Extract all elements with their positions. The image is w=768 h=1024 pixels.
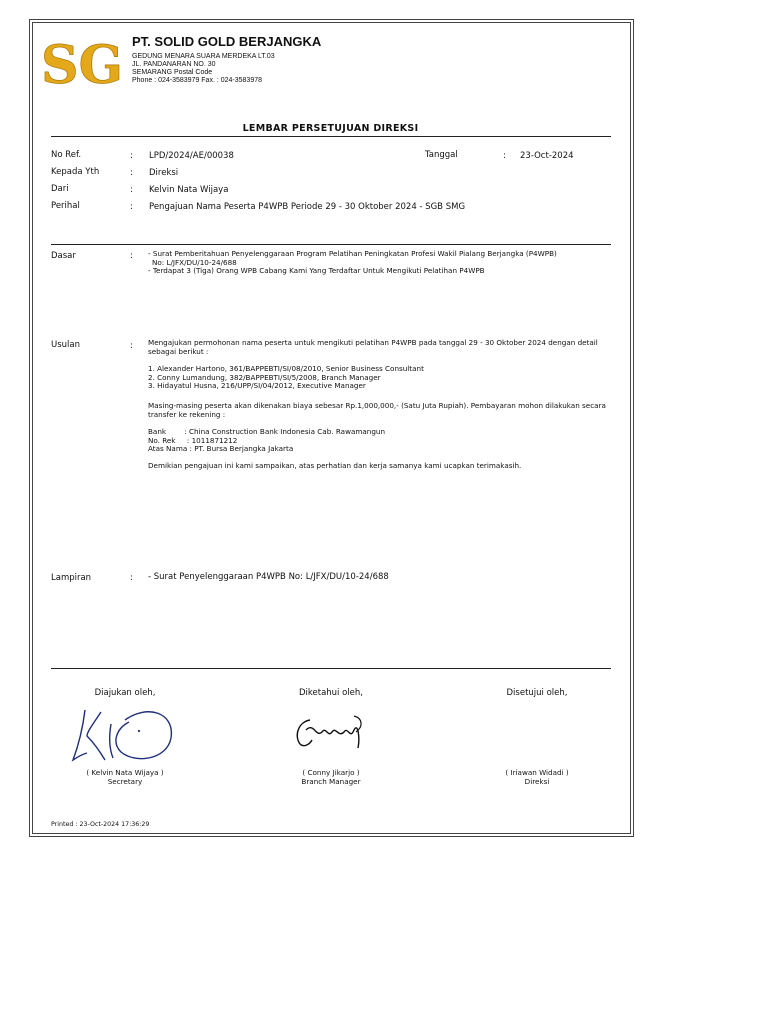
colon: :: [503, 151, 506, 161]
participant-item: 3. Hidayatul Husna, 216/UPP/SI/04/2012, Executive Manager: [148, 381, 366, 391]
colon: :: [130, 202, 133, 212]
usulan-content: [148, 339, 610, 471]
colon: :: [130, 151, 133, 161]
printed-timestamp: Printed : 23-Oct-2024 17:36:29: [51, 821, 150, 828]
dari-label: Dari: [51, 184, 69, 194]
colon: :: [130, 251, 133, 261]
colon: :: [130, 341, 133, 351]
signatory-title: Direksi: [524, 777, 550, 786]
dari-value: Kelvin Nata Wijaya: [149, 185, 229, 195]
dasar-line: - Surat Pemberitahuan Penyelenggaraan Program Pelatihan Peningkatan Profesi Wakil Pialang Berjangka (P4WPB): [148, 249, 557, 258]
divider: [51, 668, 611, 669]
signatory-name: ( Kelvin Nata Wijaya ): [86, 768, 164, 777]
lampiran-label: Lampiran: [51, 573, 92, 583]
svg-text:SG: SG: [41, 35, 123, 96]
usulan-label: Usulan: [51, 340, 80, 350]
colon: :: [130, 168, 133, 178]
address-line: JL. PANDANARAN NO. 30: [132, 61, 216, 68]
dasar-content: [148, 250, 610, 276]
divider: [51, 136, 611, 137]
usulan-cost: Masing-masing peserta akan dikenakan biaya sebesar Rp.1,000,000,- (Satu Juta Rupiah). Pembayaran mohon dilakukan secara transfer ke rekening :: [148, 400, 606, 419]
kepada-label: Kepada Yth: [51, 167, 100, 177]
tanggal-value: 23-Oct-2024: [520, 151, 574, 161]
signature-heading: Diketahui oleh,: [298, 688, 363, 698]
no-ref-value: LPD/2024/AE/00038: [149, 151, 234, 161]
perihal-value: Pengajuan Nama Peserta P4WPB Periode 29 - 30 Oktober 2024 - SGB SMG: [149, 202, 466, 212]
no-ref-label: No Ref.: [51, 150, 82, 160]
tanggal-label: Tanggal: [425, 150, 458, 160]
bank-line: Atas Nama : PT. Bursa Berjangka Jakarta: [148, 444, 294, 454]
usulan-closing: Demikian pengajuan ini kami sampaikan, atas perhatian dan kerja samanya kami ucapkan terimakasih.: [148, 460, 522, 470]
signature-kelvin: [65, 702, 180, 768]
perihal-label: Perihal: [51, 201, 80, 211]
company-logo: [41, 34, 123, 96]
dasar-label: Dasar: [51, 251, 76, 261]
lampiran-value: - Surat Penyelenggaraan P4WPB No: L/JFX/DU/10-24/688: [148, 572, 389, 582]
signature-heading: Diajukan oleh,: [94, 688, 156, 698]
signatory-name: ( Conny Jikarjo ): [302, 768, 360, 777]
signatory-title: Secretary: [107, 777, 143, 786]
address-line: GEDUNG MENARA SUARA MERDEKA LT.03: [132, 53, 275, 60]
signature-conny: [292, 712, 366, 760]
dasar-line: No: L/JFX/DU/10-24/688: [152, 257, 237, 267]
participant-item: 2. Conny Lumandung, 382/BAPPEBTI/SI/5/2008, Branch Manager: [148, 372, 381, 382]
address-line: SEMARANG Postal Code: [132, 69, 213, 76]
dasar-line: - Terdapat 3 (Tiga) Orang WPB Cabang Kami Yang Terdaftar Untuk Mengikuti Pelatihan P4WPB: [148, 266, 485, 276]
bank-line: Bank : China Construction Bank Indonesia Cab. Rawamangun: [148, 427, 385, 437]
document-title: LEMBAR PERSETUJUAN DIREKSI: [242, 123, 419, 134]
usulan-intro: Mengajukan permohonan nama peserta untuk mengikuti pelatihan P4WPB pada tanggal 29 - 30 Oktober 2024 dengan detail sebagai berikut :: [148, 338, 598, 356]
colon: :: [130, 185, 133, 195]
participant-item: 1. Alexander Hartono, 361/BAPPEBTI/SI/08/2010, Senior Business Consultant: [148, 364, 424, 374]
divider: [51, 244, 611, 245]
colon: :: [130, 573, 133, 583]
address-line: Phone : 024-3583979 Fax. : 024-3583978: [132, 77, 262, 84]
signatory-title: Branch Manager: [301, 777, 361, 786]
kepada-value: Direksi: [149, 168, 179, 178]
bank-line: No. Rek : 1011871212: [148, 435, 238, 445]
signature-heading: Disetujui oleh,: [506, 688, 568, 698]
company-name: PT. SOLID GOLD BERJANGKA: [132, 34, 322, 49]
signatory-name: ( Iriawan Widadi ): [505, 768, 569, 777]
